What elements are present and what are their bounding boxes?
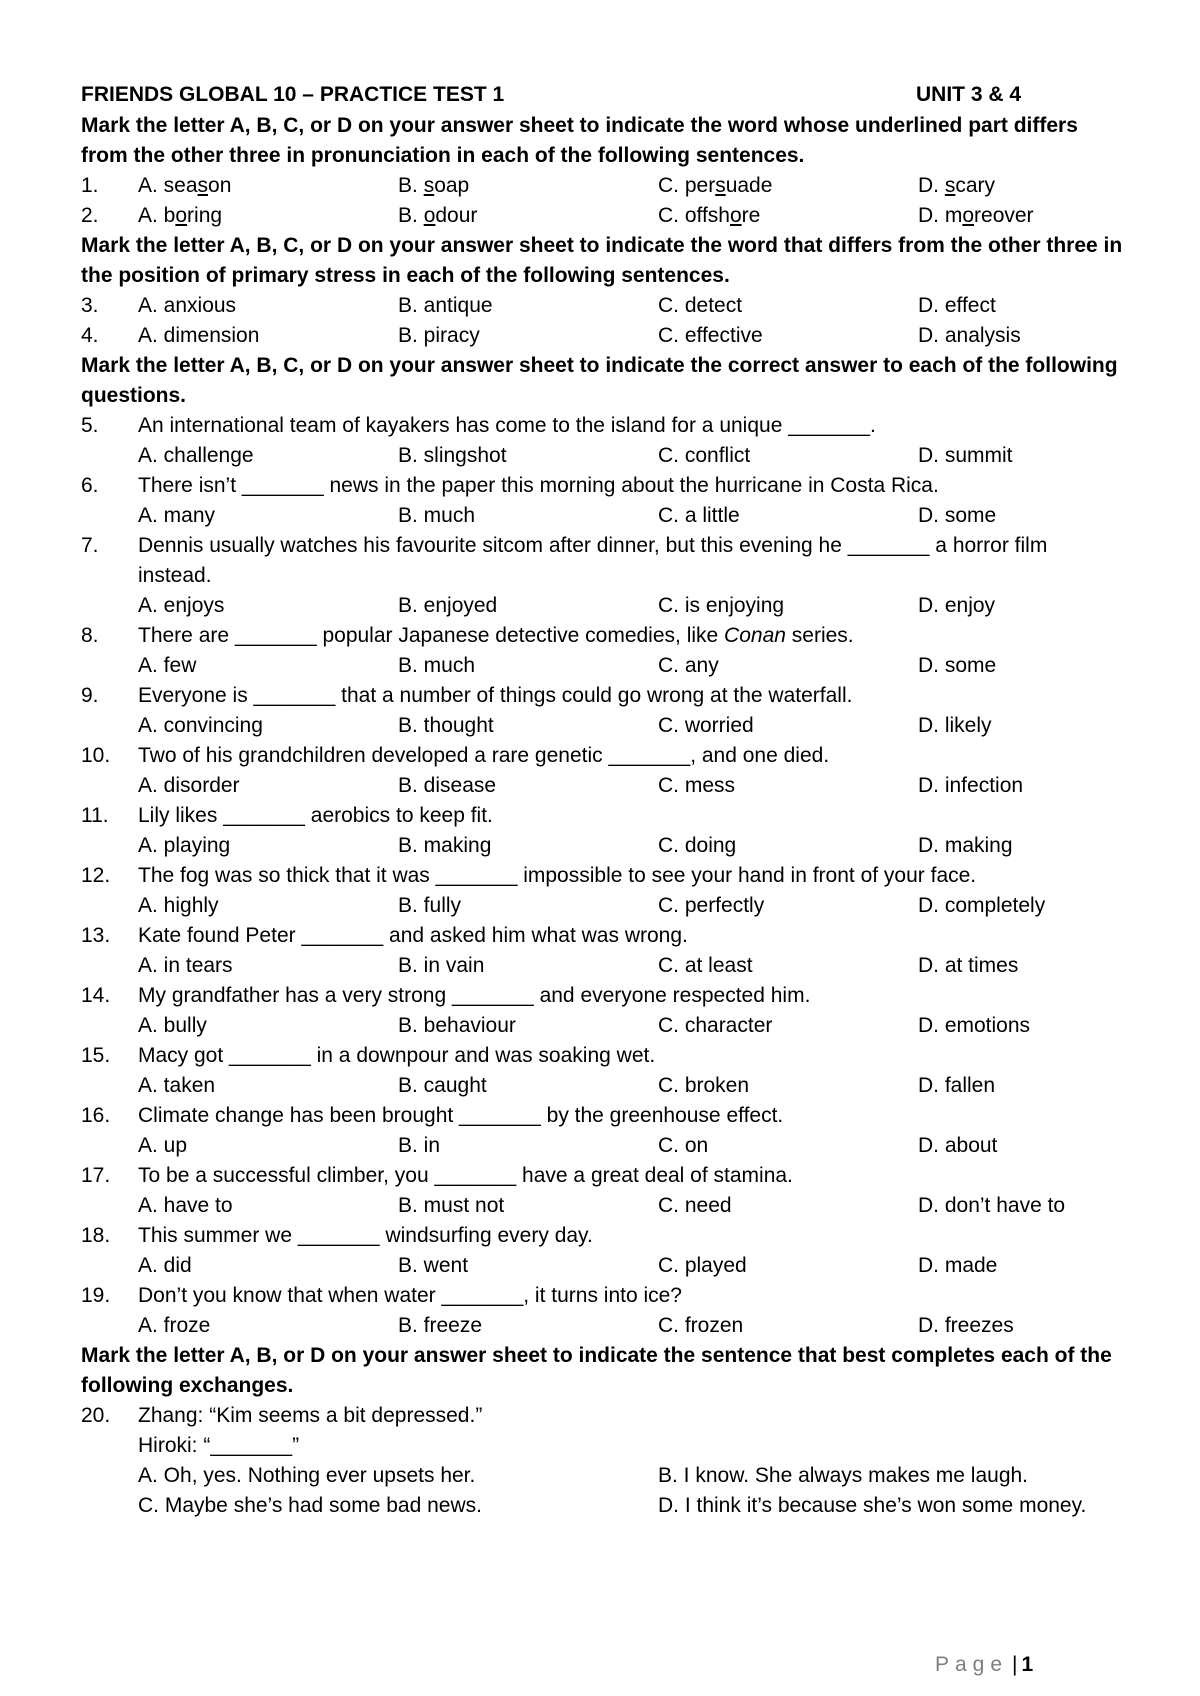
option-b: B. enjoyed xyxy=(398,594,498,617)
option-d: D. some xyxy=(918,654,997,677)
option-b: B. freeze xyxy=(398,1314,483,1337)
question-row xyxy=(81,1281,1126,1341)
option-c: C. need xyxy=(658,1194,732,1217)
answer-options xyxy=(138,891,1126,921)
option-d: D. enjoy xyxy=(918,594,996,617)
option-b: B. fully xyxy=(398,894,462,917)
option-c: C. Maybe she’s had some bad news. xyxy=(138,1494,482,1517)
answer-options xyxy=(138,711,1126,741)
question-number: 20. xyxy=(81,1404,111,1427)
page-footer xyxy=(935,1653,1033,1677)
option-b: B. making xyxy=(398,834,492,857)
question-number: 2. xyxy=(81,204,99,227)
page-number: 1 xyxy=(1021,1653,1034,1676)
option-a: A. season xyxy=(138,174,232,197)
option-d: D. at times xyxy=(918,954,1019,977)
question-stem: This summer we _______ windsurfing every day. xyxy=(138,1224,593,1247)
question-stem: The fog was so thick that it was _______ impossible to see your hand in front of your face. xyxy=(138,864,977,887)
option-d: D. about xyxy=(918,1134,998,1157)
answer-options xyxy=(138,1011,1126,1041)
option-b: B. much xyxy=(398,504,476,527)
page-label: Page xyxy=(935,1653,1009,1676)
option-a: A. did xyxy=(138,1254,192,1277)
option-a: A. highly xyxy=(138,894,219,917)
question-number: 7. xyxy=(81,534,99,557)
option-d: D. don’t have to xyxy=(918,1194,1066,1217)
question-stem: Everyone is _______ that a number of things could go wrong at the waterfall. xyxy=(138,684,853,707)
option-c: C. doing xyxy=(658,834,737,857)
answer-options xyxy=(138,1131,1126,1161)
option-a: A. challenge xyxy=(138,444,254,467)
question-stem: Two of his grandchildren developed a rare genetic _______, and one died. xyxy=(138,744,830,767)
option-d: D. fallen xyxy=(918,1074,996,1097)
option-a: A. playing xyxy=(138,834,231,857)
question-row xyxy=(81,1221,1126,1281)
question-stem: To be a successful climber, you _______ have a great deal of stamina. xyxy=(138,1164,793,1187)
question-row xyxy=(81,981,1126,1041)
option-b: B. caught xyxy=(398,1074,487,1097)
instruction-exchanges: Mark the letter A, B, or D on your answer sheet to indicate the sentence that best completes each of the following exchanges. xyxy=(81,1344,1112,1397)
instruction-stress: Mark the letter A, B, C, or D on your answer sheet to indicate the word that differs from the other three in the position of primary stress in each of the following sentences. xyxy=(81,234,1123,287)
option-c: C. on xyxy=(658,1134,709,1157)
question-row xyxy=(81,621,1126,681)
question-number: 4. xyxy=(81,324,99,347)
option-d: D. effect xyxy=(918,294,996,317)
test-page xyxy=(81,78,1126,1521)
option-d: D. freezes xyxy=(918,1314,1014,1337)
question-number: 13. xyxy=(81,924,111,947)
unit-label: UNIT 3 & 4 xyxy=(916,83,1022,106)
title-italic: Conan xyxy=(724,624,786,647)
question-row xyxy=(81,741,1126,801)
exchange-line-zhang: Zhang: “Kim seems a bit depressed.” xyxy=(138,1404,483,1427)
option-a: A. enjoys xyxy=(138,594,225,617)
option-a: A. bully xyxy=(138,1014,207,1037)
option-a: A. up xyxy=(138,1134,188,1157)
answer-options xyxy=(138,1251,1126,1281)
option-b: B. antique xyxy=(398,294,493,317)
option-b: B. thought xyxy=(398,714,494,737)
answer-options xyxy=(138,591,1126,621)
option-c: C. at least xyxy=(658,954,753,977)
question-row xyxy=(81,291,1126,321)
option-d: D. made xyxy=(918,1254,998,1277)
option-d: D. some xyxy=(918,504,997,527)
option-a: A. boring xyxy=(138,204,223,227)
option-c: C. broken xyxy=(658,1074,750,1097)
option-d: D. I think it’s because she’s won some money. xyxy=(658,1494,1087,1517)
answer-options xyxy=(138,441,1126,471)
instruction-pronunciation: Mark the letter A, B, C, or D on your answer sheet to indicate the word whose underlined part differs from the other three in pronunciation in each of the following sentences. xyxy=(81,114,1078,167)
question-row xyxy=(81,861,1126,921)
option-a: A. many xyxy=(138,504,216,527)
option-a: A. few xyxy=(138,654,197,677)
question-number: 11. xyxy=(81,804,109,827)
answer-options xyxy=(138,501,1126,531)
question-number: 8. xyxy=(81,624,99,647)
option-d: D. completely xyxy=(918,894,1046,917)
option-c: C. character xyxy=(658,1014,773,1037)
question-stem: Climate change has been brought _______ by the greenhouse effect. xyxy=(138,1104,784,1127)
option-b: B. in vain xyxy=(398,954,485,977)
option-c: C. mess xyxy=(658,774,736,797)
question-number: 19. xyxy=(81,1284,111,1307)
option-b: B. odour xyxy=(398,204,478,227)
question-stem: There isn’t _______ news in the paper this morning about the hurricane in Costa Rica. xyxy=(138,474,939,497)
question-number: 9. xyxy=(81,684,99,707)
option-b: B. much xyxy=(398,654,476,677)
option-d: D. moreover xyxy=(918,204,1034,227)
answer-options xyxy=(138,1311,1126,1341)
option-a: A. disorder xyxy=(138,774,240,797)
option-b: B. I know. She always makes me laugh. xyxy=(658,1464,1029,1487)
option-b: B. piracy xyxy=(398,324,480,347)
question-number: 17. xyxy=(81,1164,111,1187)
option-c: C. any xyxy=(658,654,719,677)
question-row xyxy=(81,1041,1126,1101)
option-c: C. effective xyxy=(658,324,763,347)
question-row xyxy=(81,411,1126,471)
question-stem: Kate found Peter _______ and asked him what was wrong. xyxy=(138,924,688,947)
option-a: A. froze xyxy=(138,1314,211,1337)
option-a: A. anxious xyxy=(138,294,237,317)
option-b: B. disease xyxy=(398,774,497,797)
question-stem: Don’t you know that when water _______, it turns into ice? xyxy=(138,1284,682,1307)
question-number: 15. xyxy=(81,1044,111,1067)
question-stem: Macy got _______ in a downpour and was soaking wet. xyxy=(138,1044,656,1067)
question-number: 1. xyxy=(81,174,99,197)
answer-options xyxy=(138,1461,1126,1491)
option-b: B. behaviour xyxy=(398,1014,516,1037)
page-separator: | xyxy=(1012,1653,1018,1676)
option-b: B. soap xyxy=(398,174,470,197)
answer-options xyxy=(138,1191,1126,1221)
option-b: B. went xyxy=(398,1254,469,1277)
option-c: C. conflict xyxy=(658,444,751,467)
answer-options xyxy=(138,831,1126,861)
question-row xyxy=(81,1161,1126,1221)
option-a: A. dimension xyxy=(138,324,260,347)
question-row xyxy=(81,471,1126,531)
option-c: C. perfectly xyxy=(658,894,765,917)
option-a: A. Oh, yes. Nothing ever upsets her. xyxy=(138,1464,476,1487)
question-row xyxy=(81,321,1126,351)
question-number: 12. xyxy=(81,864,111,887)
question-stem: Dennis usually watches his favourite sitcom after dinner, but this evening he _______ a horror film instead. xyxy=(138,534,1048,587)
option-b: B. must not xyxy=(398,1194,505,1217)
option-d: D. emotions xyxy=(918,1014,1031,1037)
option-a: A. in tears xyxy=(138,954,233,977)
answer-options xyxy=(138,201,1126,231)
answer-options xyxy=(138,321,1126,351)
question-row xyxy=(81,171,1126,201)
question-number: 16. xyxy=(81,1104,111,1127)
question-row xyxy=(81,801,1126,861)
option-c: C. is enjoying xyxy=(658,594,785,617)
option-a: A. have to xyxy=(138,1194,233,1217)
option-c: C. a little xyxy=(658,504,740,527)
question-row xyxy=(81,201,1126,231)
option-c: C. detect xyxy=(658,294,743,317)
question-stem: Lily likes _______ aerobics to keep fit. xyxy=(138,804,493,827)
answer-options xyxy=(138,771,1126,801)
option-d: D. scary xyxy=(918,174,996,197)
option-c: C. persuade xyxy=(658,174,773,197)
question-row xyxy=(81,531,1126,621)
answer-options xyxy=(138,1071,1126,1101)
option-c: C. worried xyxy=(658,714,754,737)
option-b: B. slingshot xyxy=(398,444,507,467)
question-number: 14. xyxy=(81,984,111,1007)
question-stem: An international team of kayakers has come to the island for a unique _______. xyxy=(138,414,876,437)
option-a: A. convincing xyxy=(138,714,263,737)
exchange-question xyxy=(81,1401,1126,1521)
question-row xyxy=(81,681,1126,741)
option-c: C. offshore xyxy=(658,204,761,227)
answer-options xyxy=(138,171,1126,201)
question-number: 18. xyxy=(81,1224,111,1247)
answer-options xyxy=(138,651,1126,681)
question-number: 6. xyxy=(81,474,99,497)
question-list xyxy=(81,411,1126,1341)
option-d: D. infection xyxy=(918,774,1024,797)
option-c: C. played xyxy=(658,1254,747,1277)
instruction-correct-answer: Mark the letter A, B, C, or D on your answer sheet to indicate the correct answer to each of the following questions. xyxy=(81,354,1118,407)
document-header xyxy=(81,78,1126,111)
exchange-line-hiroki: Hiroki: “_______” xyxy=(138,1434,300,1457)
document-title: FRIENDS GLOBAL 10 – PRACTICE TEST 1 xyxy=(81,83,505,106)
option-d: D. making xyxy=(918,834,1013,857)
option-b: B. in xyxy=(398,1134,441,1157)
question-number: 10. xyxy=(81,744,111,767)
option-c: C. frozen xyxy=(658,1314,744,1337)
option-d: D. summit xyxy=(918,444,1013,467)
question-number: 3. xyxy=(81,294,99,317)
answer-options xyxy=(138,951,1126,981)
question-number: 5. xyxy=(81,414,99,437)
option-d: D. likely xyxy=(918,714,992,737)
answer-options xyxy=(138,1491,1126,1521)
option-d: D. analysis xyxy=(918,324,1021,347)
question-stem: My grandfather has a very strong _______ and everyone respected him. xyxy=(138,984,811,1007)
question-row xyxy=(81,1101,1126,1161)
question-row xyxy=(81,921,1126,981)
answer-options xyxy=(138,291,1126,321)
option-a: A. taken xyxy=(138,1074,216,1097)
question-stem: There are _______ popular Japanese detective comedies, like Conan series. xyxy=(138,624,854,647)
